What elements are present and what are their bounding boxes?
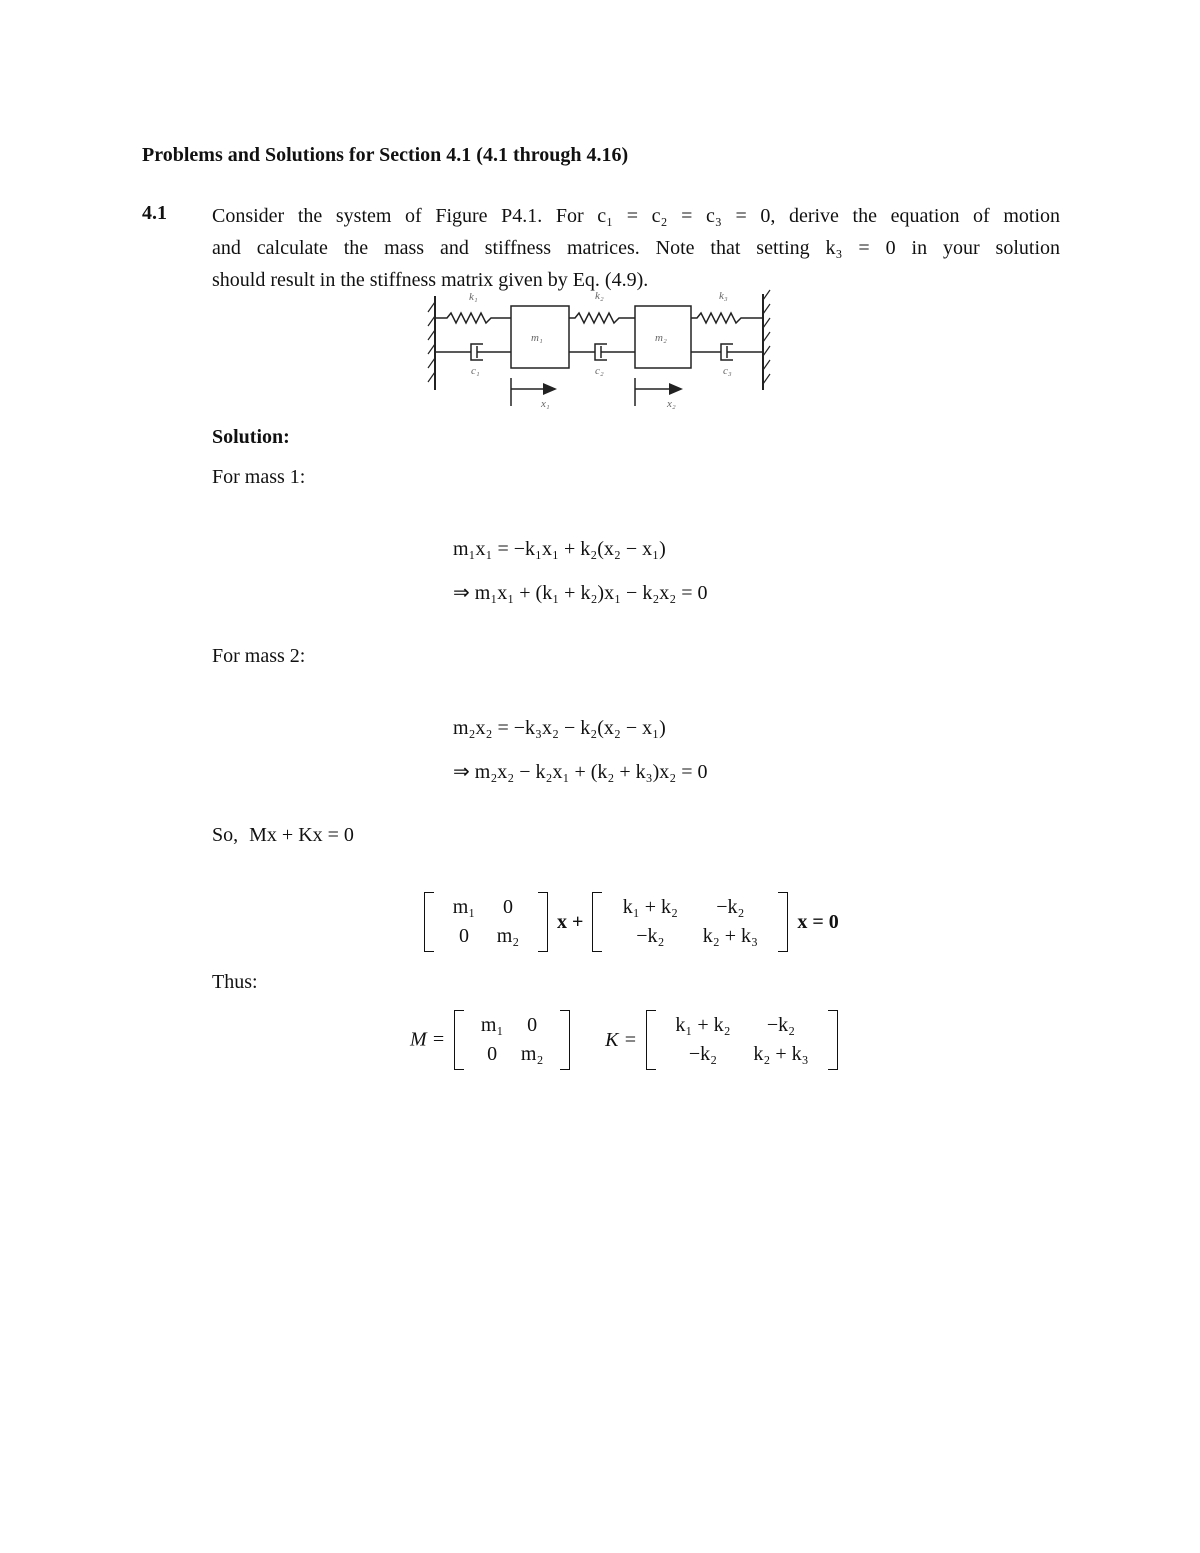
mass2-equation-1: m₂x₂ = −k₃x₂ − k₂(x₂ − x₁) (453, 717, 666, 739)
label-k3: k₃ (719, 290, 728, 302)
matrix-cell: −k₂ (636, 925, 665, 947)
spring-k2 (569, 313, 635, 323)
stiffness-matrix (592, 892, 788, 952)
problem-line: and calculate the mass and stiffness matrices. Note that setting k₃ = 0 in your solution (212, 237, 1060, 259)
thus-label: Thus: (212, 971, 258, 993)
label-c2: c₂ (595, 365, 604, 377)
spring-k3 (691, 313, 763, 323)
matrix-cell: m₁ (480, 1014, 504, 1036)
matrix-equation (424, 892, 839, 952)
label-m1: m₁ (531, 332, 543, 344)
mass2-equation-2: ⇒ m₂x₂ − k₂x₁ + (k₂ + k₃)x₂ = 0 (453, 761, 708, 783)
matrix-cell: 0 (459, 925, 469, 947)
so-equation: Mx + Kx = 0 (249, 824, 354, 846)
label-x1: x₁ (541, 398, 550, 410)
final-matrices (410, 1010, 838, 1070)
matrix-cell: −k₂ (688, 1043, 718, 1065)
label-x2: x₂ (667, 398, 676, 410)
label-m2: m₂ (655, 332, 667, 344)
matrix-cell: k₂ + k₃ (702, 925, 759, 947)
mass-matrix (424, 892, 548, 952)
mass1-label: For mass 1: (212, 466, 306, 488)
matrix-cell: 0 (527, 1014, 538, 1036)
problem-statement (212, 200, 1060, 296)
mass2-label: For mass 2: (212, 645, 306, 667)
arrow-head-x2 (669, 383, 683, 395)
so-label: So, (212, 824, 239, 846)
label-c3: c₃ (723, 365, 732, 377)
arrow-head-x1 (543, 383, 557, 395)
problem-number: 4.1 (142, 202, 167, 224)
x-plus: x + (557, 910, 584, 933)
label-k2: k₂ (595, 290, 604, 302)
mass1-equation-1: m₁x₁ = −k₁x₁ + k₂(x₂ − x₁) (453, 538, 666, 560)
damper-c2 (569, 344, 635, 360)
section-heading: Problems and Solutions for Section 4.1 (4.1 through 4.16) (142, 144, 629, 166)
problem-line: Consider the system of Figure P4.1. For c₁ = c₂ = c₃ = 0, derive the equation of motion (212, 205, 1060, 227)
matrix-cell: −k₂ (766, 1014, 796, 1036)
matrix-cell: 0 (487, 1043, 498, 1065)
matrix-cell: m₂ (520, 1043, 544, 1065)
matrix-cell: m₁ (452, 896, 476, 918)
mass1-equation-2: ⇒ m₁x₁ + (k₁ + k₂)x₁ − k₂x₂ = 0 (453, 582, 708, 604)
so-statement (212, 824, 354, 847)
matrix-cell: −k₂ (716, 896, 745, 918)
matrix-cell: m₂ (496, 925, 520, 947)
matrix-cell: 0 (503, 896, 513, 918)
solution-title: Solution: (212, 426, 290, 448)
K-label: K = (605, 1028, 637, 1051)
label-c1: c₁ (471, 365, 480, 377)
x-equals-zero: x = 0 (797, 910, 839, 933)
final-stiffness-matrix (646, 1010, 838, 1070)
M-label: M = (410, 1028, 446, 1051)
problem-line: should result in the stiffness matrix given by Eq. (4.9). (212, 269, 649, 291)
displacement-arrow-x1 (511, 378, 543, 406)
matrix-cell: k₁ + k₂ (622, 896, 679, 918)
final-mass-matrix (454, 1010, 570, 1070)
displacement-arrow-x2 (635, 378, 669, 406)
damper-c1 (435, 344, 511, 360)
right-wall-hatch (763, 290, 770, 384)
spring-k1 (435, 313, 511, 323)
matrix-cell: k₁ + k₂ (675, 1014, 731, 1036)
damper-c3 (691, 344, 763, 360)
matrix-cell: k₂ + k₃ (753, 1043, 809, 1065)
left-wall-hatch (428, 302, 435, 382)
spring-mass-damper-figure (425, 286, 775, 412)
label-k1: k₁ (469, 291, 478, 303)
